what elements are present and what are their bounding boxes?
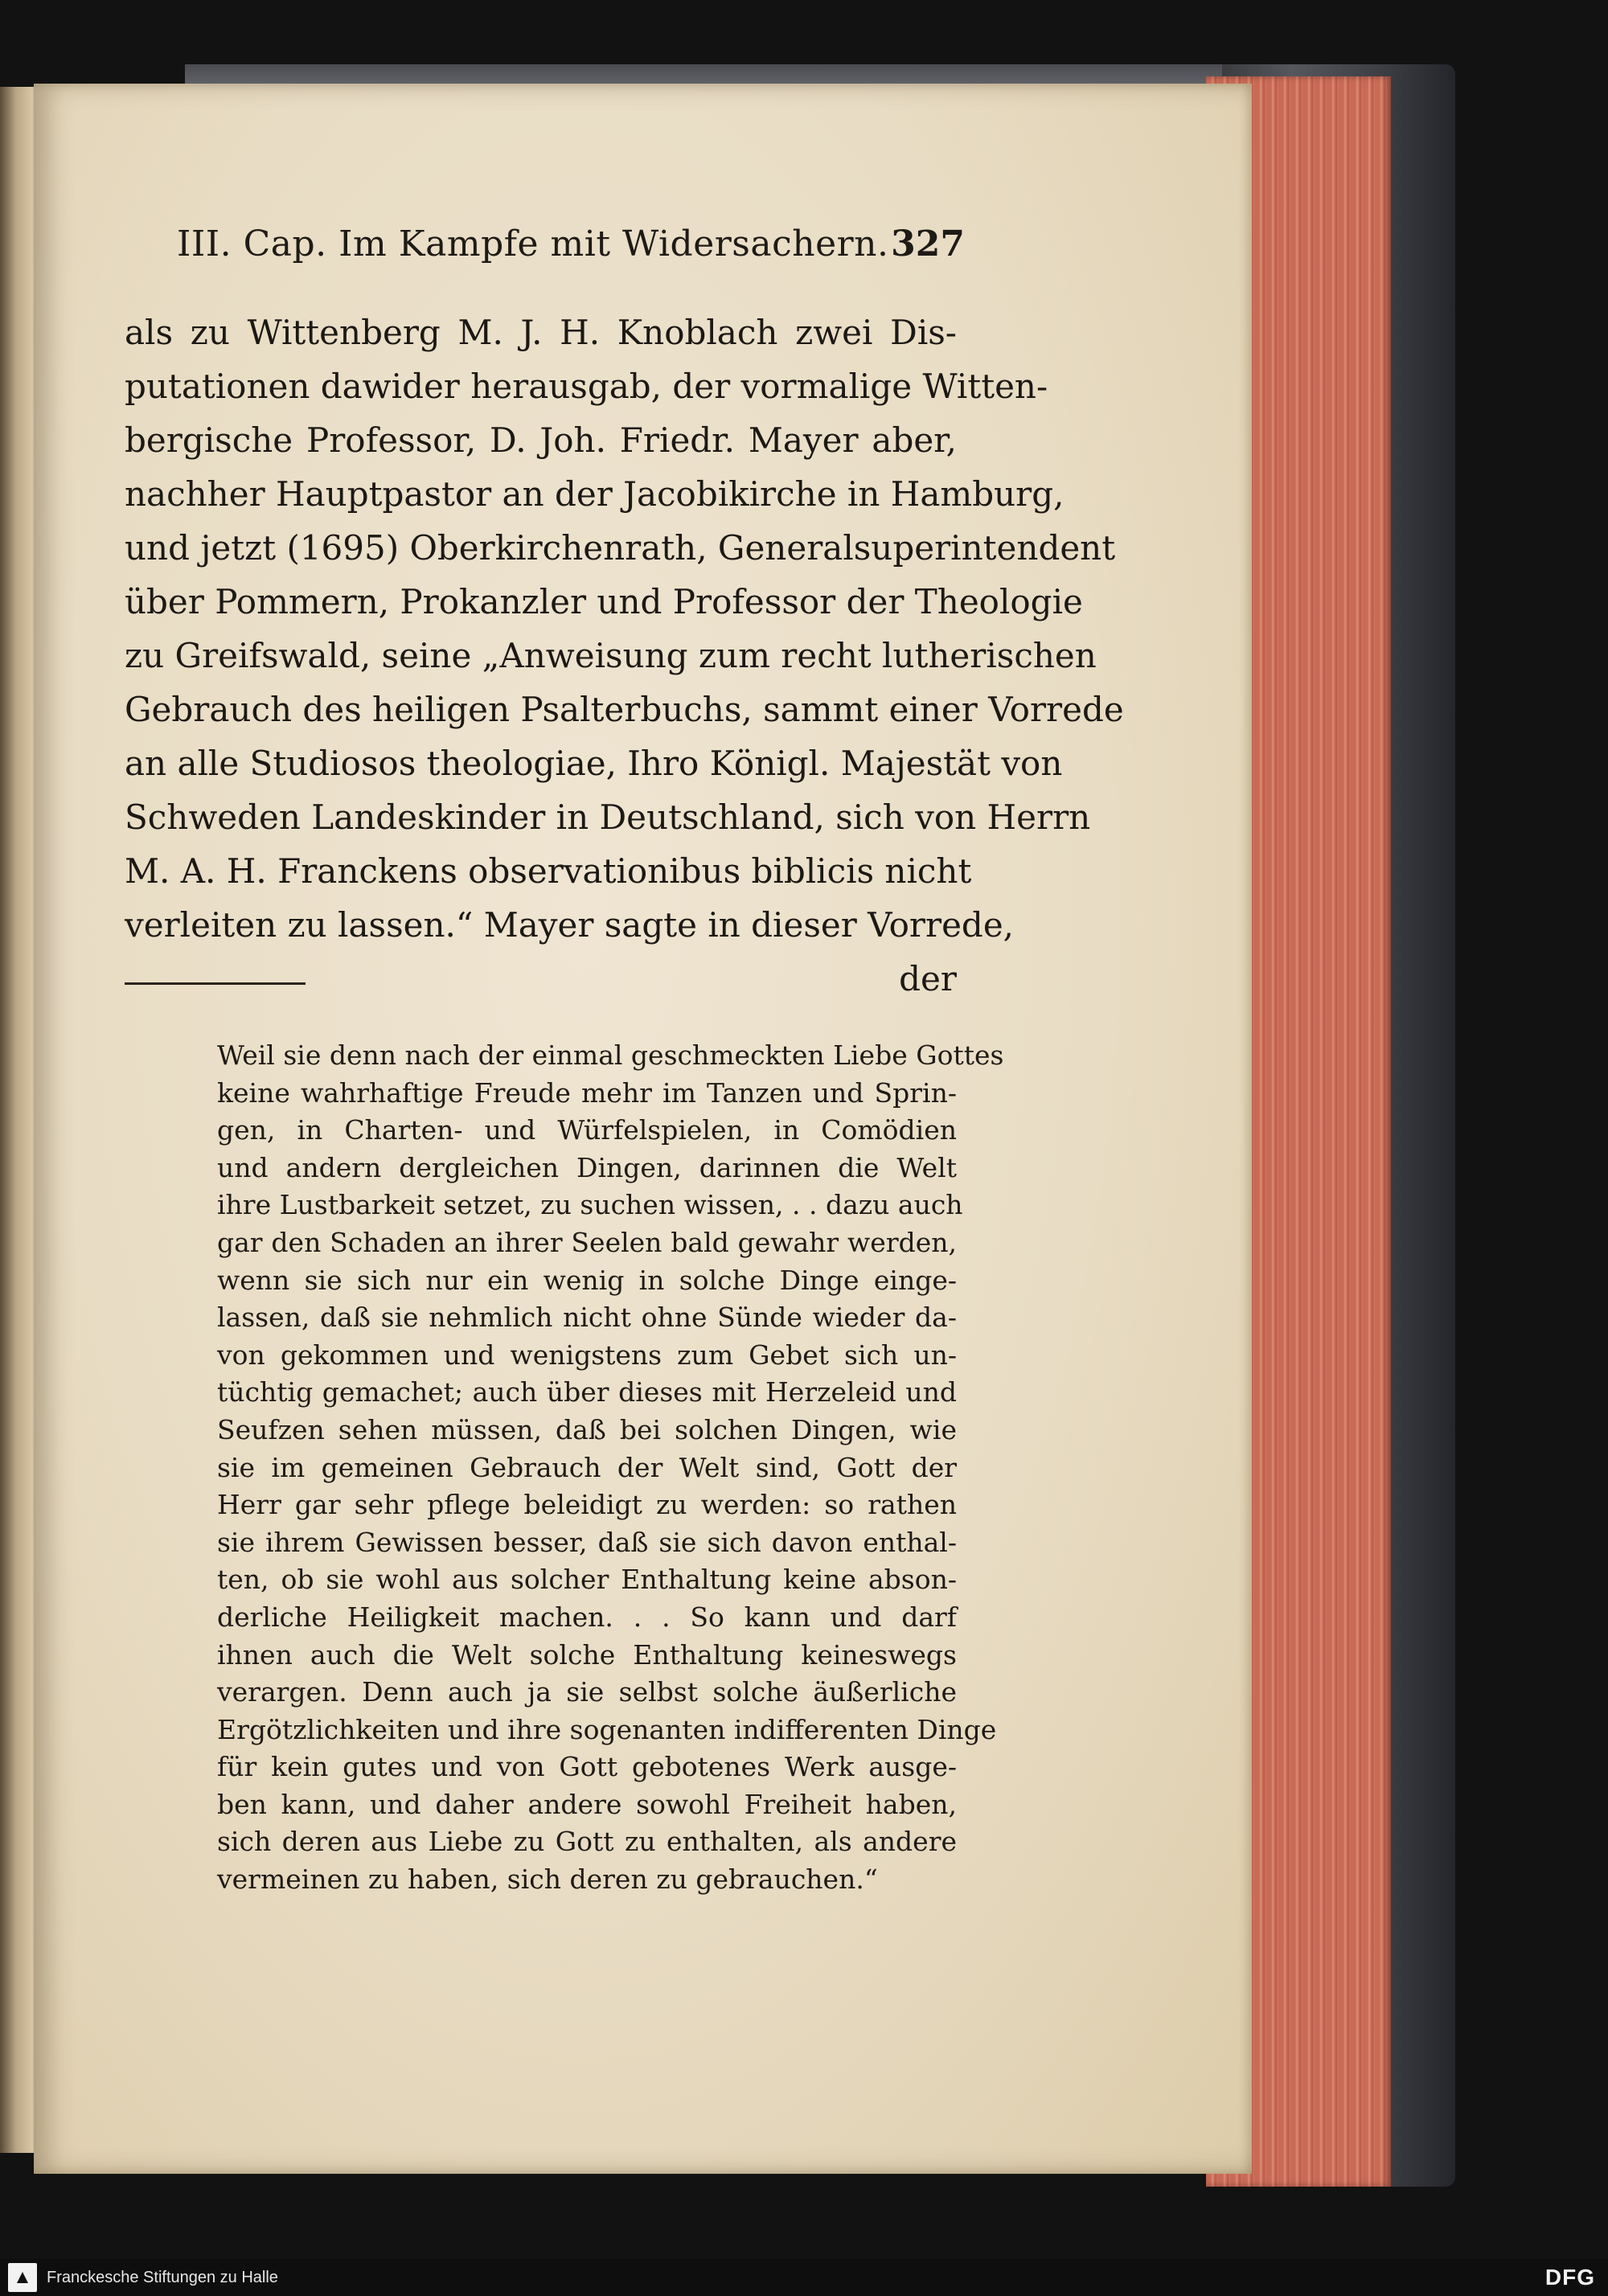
- text-line: zu Greifswald, seine „Anweisung zum recht lutherischen: [125, 636, 1097, 675]
- footnote-line: lassen, daß sie nehmlich nicht ohne Sünde wieder da-: [217, 1302, 957, 1334]
- footnote-line: Herr gar sehr pflege beleidigt zu werden: so rathen: [217, 1489, 957, 1521]
- footnote-line: gen, in Charten- und Würfelspielen, in Comödien: [217, 1114, 957, 1146]
- text-line: nachher Hauptpastor an der Jacobikirche in Hamburg,: [125, 474, 1064, 514]
- footnote-line: wenn sie sich nur ein wenig in solche Dinge einge-: [217, 1264, 957, 1296]
- text-line: als zu Wittenberg M. J. H. Knoblach zwei Dis-: [125, 313, 957, 352]
- text-line: verleiten zu lassen.“ Mayer sagte in dieser Vorrede,: [125, 905, 1015, 945]
- footnote-line: von gekommen und wenigstens zum Gebet sich un-: [217, 1339, 957, 1371]
- text-line: M. A. H. Franckens observationibus biblicis nicht: [125, 851, 972, 891]
- footnote-line: ihnen auch die Welt solche Enthaltung keineswegs: [217, 1638, 957, 1671]
- running-title: III. Cap. Im Kampfe mit Widersachern.: [177, 223, 889, 264]
- footnote-line: keine wahrhaftige Freude mehr im Tanzen und Sprin-: [217, 1076, 957, 1109]
- footnote-line: Ergötzlichkeiten und ihre sogenanten indifferenten Dinge: [217, 1713, 997, 1745]
- page-header: [177, 223, 965, 264]
- page-number: 327: [891, 223, 965, 264]
- footnote-line: und andern dergleichen Dingen, darinnen die Welt: [217, 1151, 957, 1183]
- text-line: bergische Professor, D. Joh. Friedr. Mayer aber,: [125, 420, 957, 460]
- footnote-line: sie im gemeinen Gebrauch der Welt sind, Gott der: [217, 1451, 957, 1483]
- main-text: [125, 305, 1124, 1006]
- footnote-line: verargen. Denn auch ja sie selbst solche äußerliche: [217, 1676, 957, 1708]
- text-line: an alle Studiosos theologiae, Ihro Königl. Majestät von: [125, 744, 1063, 783]
- footnote-line: sich deren aus Liebe zu Gott zu enthalten, als andere: [217, 1826, 957, 1858]
- text-line: Gebrauch des heiligen Psalterbuchs, sammt einer Vorrede: [125, 690, 1124, 729]
- institution-logo-icon[interactable]: ▲: [8, 2263, 37, 2292]
- footnote-line: derliche Heiligkeit machen. . . So kann und darf: [217, 1601, 957, 1633]
- text-line: Schweden Landeskinder in Deutschland, sich von Herrn: [125, 797, 1091, 837]
- footnote-line: gar den Schaden an ihrer Seelen bald gewahr werden,: [217, 1226, 957, 1258]
- footnote-rule: [125, 982, 306, 985]
- dfg-logo[interactable]: DFG: [1544, 2265, 1595, 2290]
- catchword: der: [899, 959, 957, 998]
- footnote-line: für kein gutes und von Gott gebotenes Werk ausge-: [217, 1751, 957, 1783]
- institution-name[interactable]: Franckesche Stiftungen zu Halle: [47, 2268, 278, 2286]
- viewer-footer: [0, 2259, 1608, 2296]
- footnote-line: Weil sie denn nach der einmal geschmeckten Liebe Gottes: [217, 1039, 1004, 1071]
- text-line: und jetzt (1695) Oberkirchenrath, Generalsuperintendent: [125, 528, 1116, 568]
- footer-left: [0, 2263, 278, 2292]
- footnote-line: ben kann, und daher andere sowohl Freiheit haben,: [217, 1788, 957, 1820]
- footnote-line: ten, ob sie wohl aus solcher Enthaltung keine abson-: [217, 1564, 957, 1596]
- footnote: [217, 1037, 1004, 1899]
- text-line: über Pommern, Prokanzler und Professor der Theologie: [125, 582, 1083, 621]
- text-line: putationen dawider herausgab, der vormalige Witten-: [125, 367, 1048, 406]
- footnote-line: Seufzen sehen müssen, daß bei solchen Dingen, wie: [217, 1413, 957, 1445]
- footnote-line: tüchtig gemachet; auch über dieses mit Herzeleid und: [217, 1376, 957, 1408]
- footnote-line: vermeinen zu haben, sich deren zu gebrauchen.“: [217, 1863, 878, 1896]
- footnote-line: sie ihrem Gewissen besser, daß sie sich davon enthal-: [217, 1526, 957, 1558]
- footnote-line: ihre Lustbarkeit setzet, zu suchen wissen, . . dazu auch: [217, 1189, 963, 1221]
